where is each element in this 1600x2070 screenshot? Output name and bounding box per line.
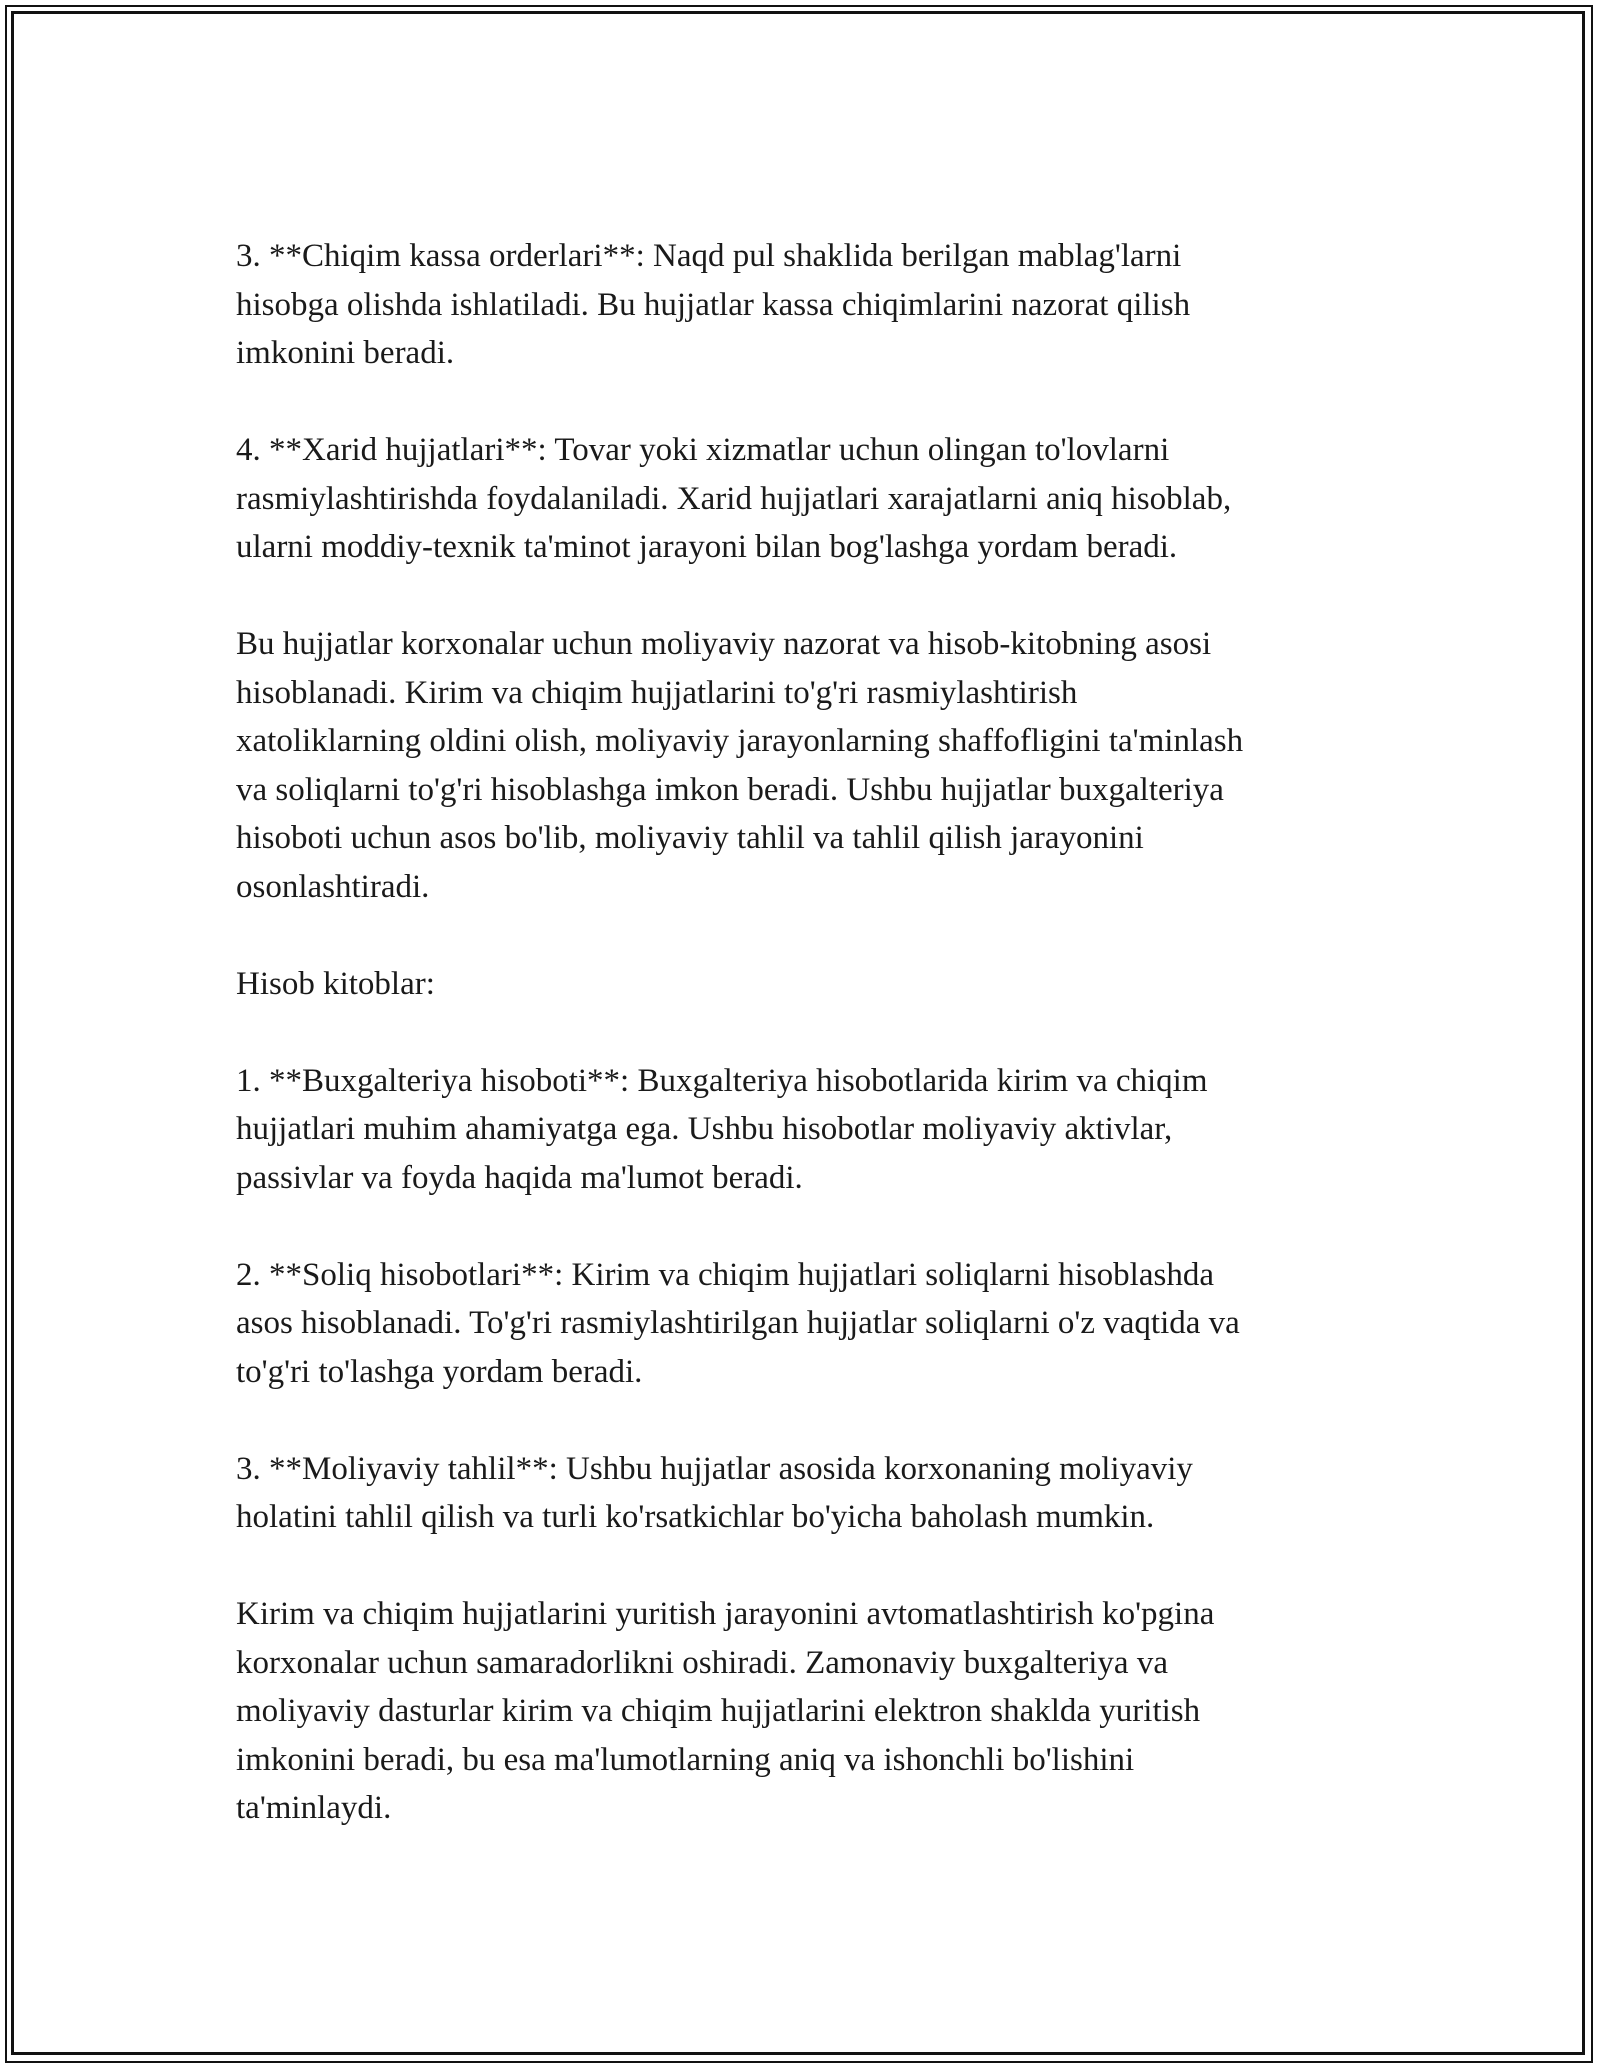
paragraph-moliyaviy-tahlil: 3. **Moliyaviy tahlil**: Ushbu hujjatlar asosida korxonaning moliyaviy holatini tahlil qilish va turli ko'rsatkichlar bo'yicha baholash mumkin. (236, 1450, 1193, 1535)
paragraph-soliq-hisobotlari: 2. **Soliq hisobotlari**: Kirim va chiqim hujjatlari soliqlarni hisoblashda asos hisoblanadi. To'g'ri rasmiylashtirilgan hujjatlar soliqlarni o'z vaqtida va to'g'ri to'lashga yordam beradi. (236, 1256, 1240, 1390)
section-heading-hisob-kitoblar: Hisob kitoblar: (236, 965, 435, 1002)
paragraph-buxgalteriya-hisoboti: 1. **Buxgalteriya hisoboti**: Buxgalteriya hisobotlarida kirim va chiqim hujjatlari muhim ahamiyatga ega. Ushbu hisobotlar moliyaviy aktivlar, passivlar va foyda haqida ma'lumot beradi. (236, 1062, 1208, 1196)
paragraph-conclusion: Kirim va chiqim hujjatlarini yuritish jarayonini avtomatlashtirish ko'pgina korxonalar uchun samaradorlikni oshiradi. Zamonaviy buxgalteriya va moliyaviy dasturlar kirim va chiqim hujjatlarini elektron shaklda yuritish imkonini beradi, bu esa ma'lumotlarning aniq va ishonchli bo'lishini ta'minlaydi. (236, 1596, 1215, 1826)
document-body (236, 232, 1366, 1833)
paragraph-chiqim-kassa-orderlari: 3. **Chiqim kassa orderlari**: Naqd pul shaklida berilgan mablag'larni hisobga olishda ishlatiladi. Bu hujjatlar kassa chiqimlarini nazorat qilish imkonini beradi. (236, 238, 1191, 371)
paragraph-xarid-hujjatlari: 4. **Xarid hujjatlari**: Tovar yoki xizmatlar uchun olingan to'lovlarni rasmiylashtirishda foydalaniladi. Xarid hujjatlari xarajatlarni aniq hisoblab, ularni moddiy-texnik ta'minot jarayoni bilan bog'lashga yordam beradi. (236, 432, 1232, 565)
paragraph-summary: Bu hujjatlar korxonalar uchun moliyaviy nazorat va hisob-kitobning asosi hisoblanadi. Kirim va chiqim hujjatlarini to'g'ri rasmiylashtirish xatoliklarning oldini olish, moliyaviy jarayonlarning shaffofligini ta'minlash va soliqlarni to'g'ri hisoblashga imkon beradi. Ushbu hujjatlar buxgalteriya hisoboti uchun asos bo'lib, moliyaviy tahlil va tahlil qilish jarayonini osonlashtiradi. (236, 626, 1244, 905)
